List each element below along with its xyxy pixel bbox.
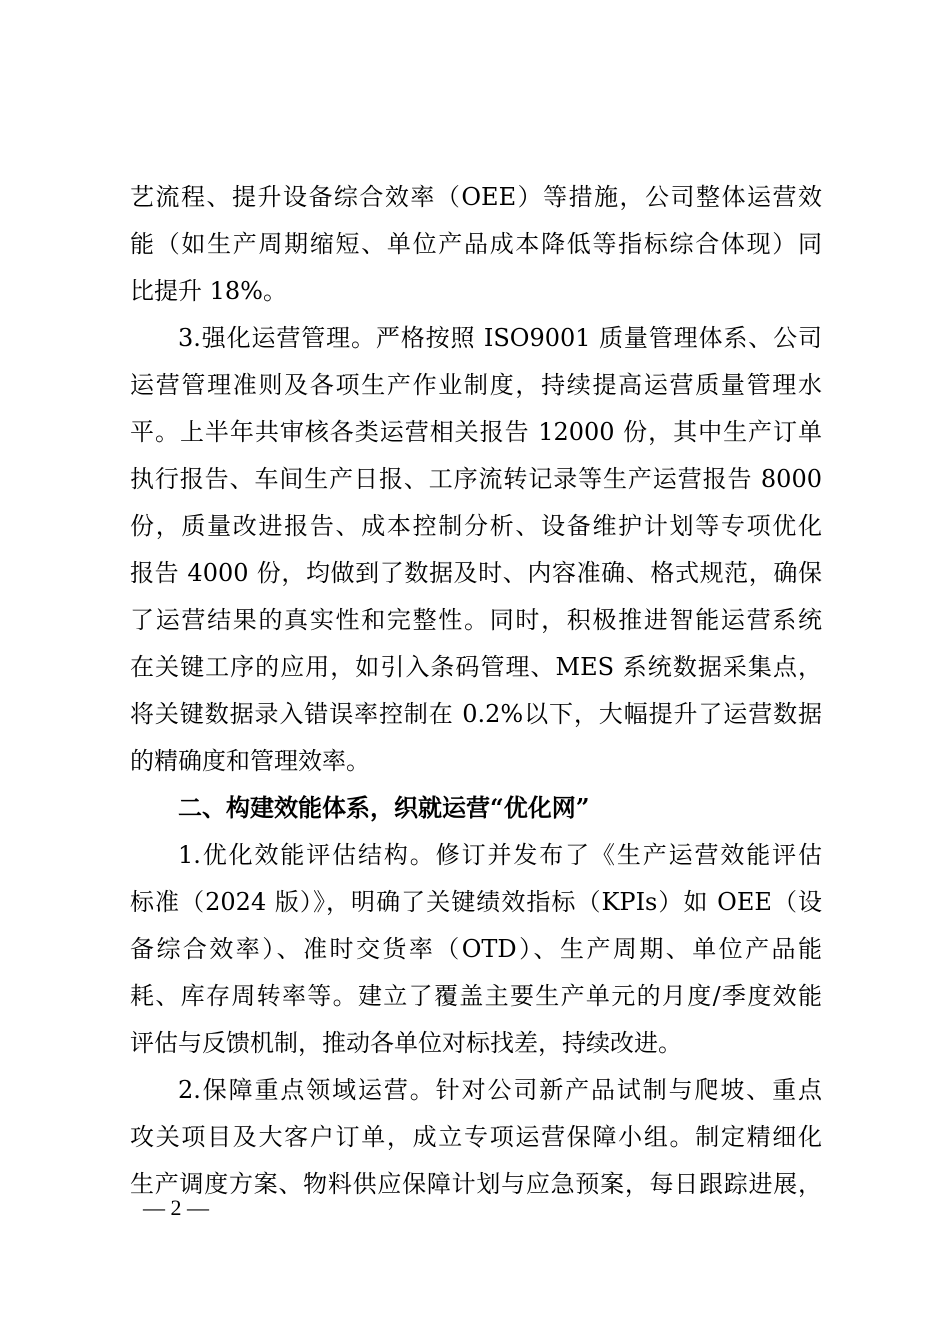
body-text-line: 平。上半年共审核各类运营相关报告 12000 份，其中生产订单 [130, 418, 822, 446]
section-heading: 二、构建效能体系，织就运营“优化网” [178, 793, 590, 822]
body-text-line: 耗、库存周转率等。建立了覆盖主要生产单元的月度/季度效能 [130, 982, 822, 1010]
body-text-line: 比提升 18%。 [130, 277, 287, 305]
body-text-line: 备综合效率）、准时交货率（OTD）、生产周期、单位产品能 [130, 935, 822, 963]
body-text-line: 报告 4000 份，均做到了数据及时、内容准确、格式规范，确保 [130, 559, 822, 587]
body-text-line: 执行报告、车间生产日报、工序流转记录等生产运营报告 8000 [130, 465, 822, 493]
body-text-line: 1.优化效能评估结构。修订并发布了《生产运营效能评估 [178, 841, 822, 869]
body-text-line: 能（如生产周期缩短、单位产品成本降低等指标综合体现）同 [130, 230, 822, 258]
page-number: — 2 — [143, 1195, 209, 1220]
body-text-line: 艺流程、提升设备综合效率（OEE）等措施，公司整体运营效 [130, 183, 822, 211]
body-text-line: 运营管理准则及各项生产作业制度，持续提高运营质量管理水 [130, 371, 822, 399]
body-text-line: 份，质量改进报告、成本控制分析、设备维护计划等专项优化 [130, 512, 822, 540]
body-text-line: 评估与反馈机制，推动各单位对标找差，持续改进。 [130, 1029, 682, 1057]
body-text-line: 2.保障重点领域运营。针对公司新产品试制与爬坡、重点 [178, 1076, 822, 1104]
body-text-line: 3.强化运营管理。严格按照 ISO9001 质量管理体系、公司 [178, 324, 822, 352]
body-text-line: 的精确度和管理效率。 [130, 747, 370, 775]
body-text-line: 标准（2024 版）》，明确了关键绩效指标（KPIs）如 OEE（设 [130, 888, 822, 916]
body-text-line: 生产调度方案、物料供应保障计划与应急预案，每日跟踪进展， [130, 1170, 822, 1198]
body-text-line: 了运营结果的真实性和完整性。同时，积极推进智能运营系统 [130, 606, 822, 634]
body-text-line: 在关键工序的应用，如引入条码管理、MES 系统数据采集点， [130, 653, 822, 681]
body-text-line: 攻关项目及大客户订单，成立专项运营保障小组。制定精细化 [130, 1123, 822, 1151]
body-text-line: 将关键数据录入错误率控制在 0.2%以下，大幅提升了运营数据 [130, 700, 822, 728]
